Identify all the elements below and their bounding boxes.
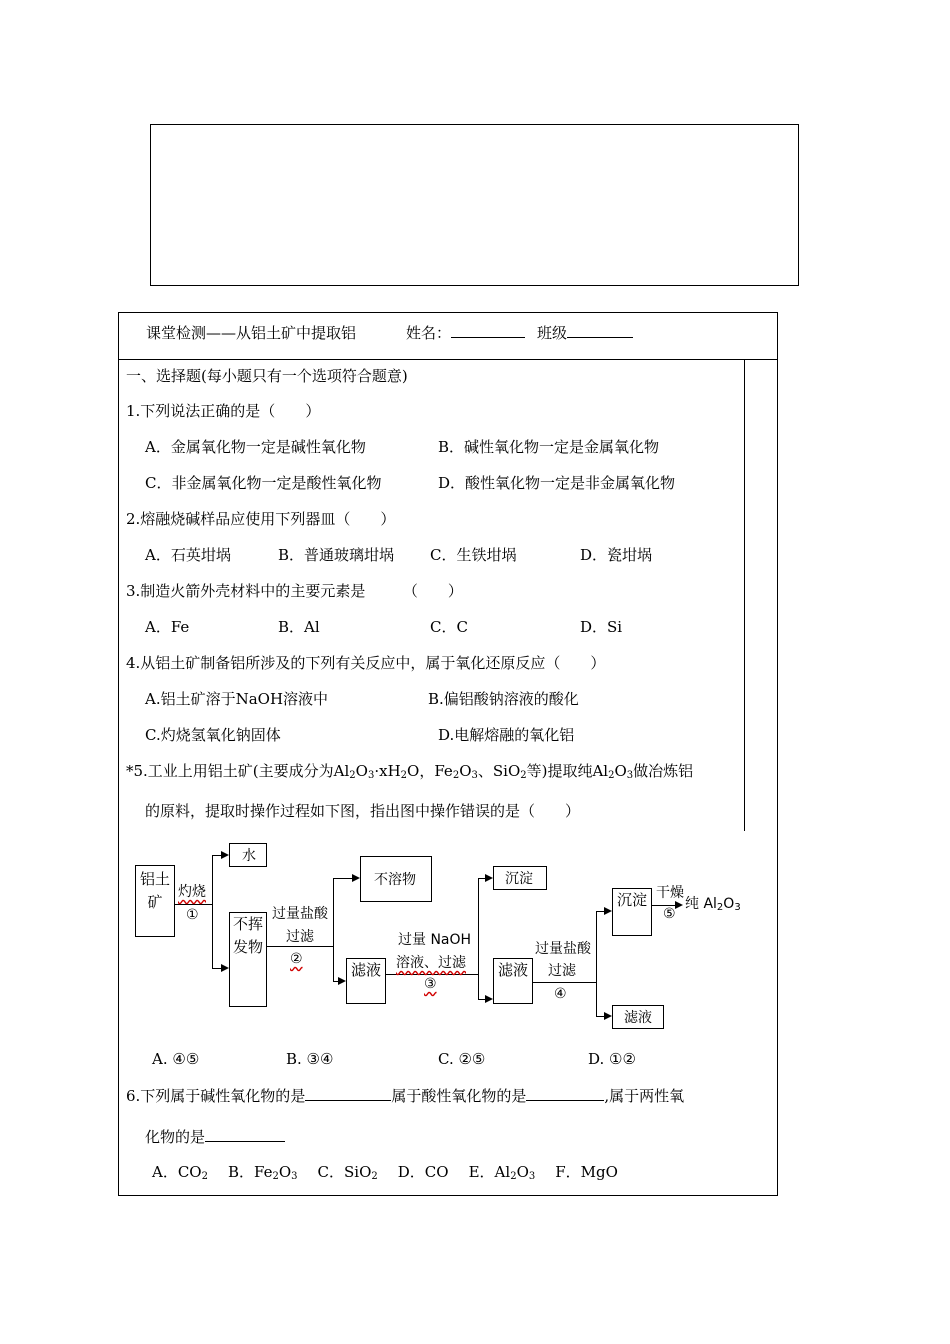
q6-blank-acidic[interactable] [526,1085,604,1101]
flow-filtrate3-box [612,1005,664,1029]
q1-option-b: B．碱性氧化物一定是金属氧化物 [438,438,660,456]
flow-step5-number: ⑤ [663,906,676,922]
flow-water-box [229,843,267,867]
flow-step1-label: 灼烧 [178,884,206,900]
flow-filtrate2-box [493,958,533,1004]
q1-option-c: C．非金属氧化物一定是酸性氧化物 [145,474,382,492]
side-column-divider [744,359,745,831]
empty-frame-box [150,124,799,286]
q3-option-a: A．Fe [145,618,190,636]
flow-ore-label: 铝土矿 [139,870,170,911]
flow-step4-reagent: 过量盐酸 [535,941,591,957]
section-heading: 一、选择题(每小题只有一个选项符合题意) [126,367,408,385]
q3-option-d: D．Si [580,618,623,636]
flow-nonvolatile-label: 不挥发物 [232,915,263,956]
flow-step2-number: ② [290,951,303,967]
flow-insoluble-box [360,856,432,902]
flow-arrow-step2 [267,946,333,947]
q4-option-d: D.电解熔融的氧化铝 [438,726,575,744]
q6-option-b: B．$Fe_2O_3$ [227,1163,298,1182]
q5-stem-line2: 的原料，提取时操作过程如下图，指出图中操作错误的是（ ） [145,802,581,820]
q2-stem: 2.熔融烧碱样品应使用下列器皿（ ） [126,510,396,528]
flow-arrowhead-insoluble [352,874,360,882]
q6-option-c: C．SiO$_2$ [317,1163,378,1182]
q5-option-c: C. ②⑤ [438,1050,486,1068]
q4-option-a: A.铝土矿溶于NaOH溶液中 [145,690,329,708]
flow-insoluble-label: 不溶物 [374,872,416,888]
q6-option-f: F．MgO [555,1163,618,1181]
flow-step4-op: 过滤 [548,963,576,979]
q6-stem-line2: 化物的是 [145,1126,285,1147]
flow-step3-reagent: 过量 NaOH [398,932,472,948]
q2-option-c: C．生铁坩埚 [430,546,517,564]
flow-water-label: 水 [242,848,256,864]
flow-filtrate1-box [346,958,386,1004]
flow-branch1 [212,855,213,969]
q3-option-b: B．Al [278,618,320,636]
quiz-title: 课堂检测——从铝土矿中提取铝 [146,324,357,342]
flow-branch4-top [596,911,604,912]
flow-filtrate2-label: 滤液 [497,961,528,979]
q6-option-d: D．CO [397,1163,449,1181]
name-label: 姓名： [406,324,452,342]
q2-option-b: B．普通玻璃坩埚 [278,546,395,564]
flow-branch4-bottom [596,1016,604,1017]
q6-option-a: A．$CO_2$ [152,1163,208,1182]
class-label: 班级 [537,324,568,342]
flow-step1-number: ① [186,907,199,923]
flow-step2-op: 过滤 [286,929,314,945]
flow-branch2 [333,878,334,982]
flow-arrow-step4 [533,982,596,983]
flow-arrowhead-filtrate1 [338,977,346,985]
flow-step4-number: ④ [554,986,567,1002]
q4-option-b: B.偏铝酸钠溶液的酸化 [428,690,579,708]
flow-arrowhead-product [675,901,683,909]
q1-option-a: A．金属氧化物一定是碱性氧化物 [145,438,366,456]
q1-stem: 1.下列说法正确的是（ ） [126,402,321,420]
name-blank[interactable] [451,322,525,338]
flow-arrowhead-nonvolatile [221,964,229,972]
class-blank[interactable] [567,322,633,338]
flow-nonvolatile-box [229,912,267,1007]
q4-option-c: C.灼烧氢氧化钠固体 [145,726,281,744]
flow-arrowhead-precip2 [604,907,612,915]
q6-blank-amphoteric[interactable] [205,1126,285,1142]
q6-stem: 6.下列属于碱性氧化物的是 属于酸性氧化物的是 ,属于两性氧 [126,1087,685,1105]
flow-filtrate1-label: 滤液 [350,961,381,979]
flow-ore-box [135,865,175,937]
flow-branch4 [596,911,597,1017]
q3-option-c: C．C [430,618,468,636]
flow-arrow-step3 [386,974,478,975]
flow-step2-reagent: 过量盐酸 [272,906,328,922]
flow-branch2-top [333,878,352,879]
flow-arrowhead-water [221,851,229,859]
q1-option-d: D．酸性氧化物一定是非金属氧化物 [438,474,676,492]
flow-step5-label: 干燥 [656,885,684,901]
flow-arrowhead-filtrate2 [485,995,493,1003]
flow-arrowhead-filtrate3 [604,1012,612,1020]
flow-step3-number: ③ [424,976,437,992]
q6-blank-basic[interactable] [305,1085,391,1101]
header-row [146,322,633,343]
q2-option-d: D．瓷坩埚 [580,546,653,564]
flow-branch3 [478,878,479,1000]
flow-product-label: 纯 $Al_2O_3$ [685,896,741,913]
flow-precip2-label: 沉淀 [616,891,647,909]
q4-stem: 4.从铝土矿制备铝所涉及的下列有关反应中，属于氧化还原反应（ ） [126,654,606,672]
q6-option-e: E．$Al_2O_3$ [468,1163,536,1182]
flow-branch3-top [478,878,485,879]
flow-filtrate3-label: 滤液 [624,1010,652,1026]
q2-option-a: A．石英坩埚 [145,546,231,564]
q5-option-b: B. ③④ [286,1050,334,1068]
flow-precip2-box [612,888,652,936]
q5-option-d: D. ①② [588,1050,636,1068]
q5-stem: *5.工业上用铝土矿(主要成分为$Al_2O_3\cdot xH_2O$，$Fe_2O_3$、SiO$_2$等)提取纯$Al_2O_3$做冶炼铝 [126,762,694,781]
header-divider [118,359,778,360]
flow-precip1-box [493,866,547,890]
q3-stem: 3.制造火箭外壳材料中的主要元素是 （ ） [126,582,463,600]
q5-option-a: A. ④⑤ [152,1050,200,1068]
flow-precip1-label: 沉淀 [505,871,533,887]
q6-options [152,1162,618,1182]
flow-step3-op: 溶液、过滤 [396,955,466,971]
flow-arrowhead-precip1 [485,874,493,882]
flow-branch3-bottom [478,999,485,1000]
flow-arrow-step1 [175,904,212,905]
